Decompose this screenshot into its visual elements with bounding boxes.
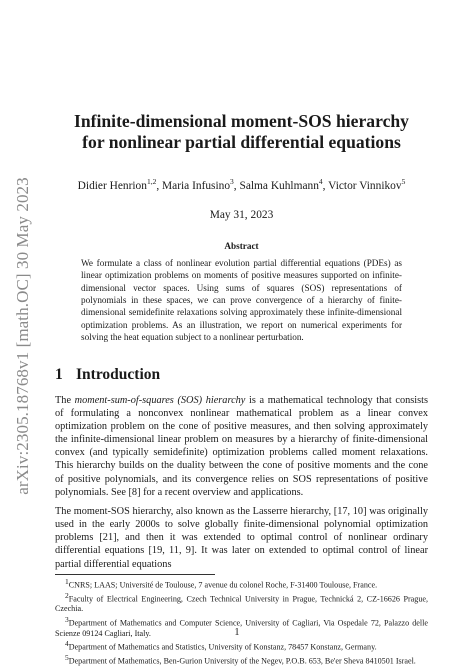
author-name: Salma Kuhlmann <box>239 179 319 192</box>
title-line-2: for nonlinear partial differential equations <box>82 132 401 152</box>
author <box>328 177 406 192</box>
abstract-heading: Abstract <box>224 240 259 251</box>
footnote <box>55 639 428 653</box>
body-paragraph <box>55 394 428 499</box>
footnote-marker: 4 <box>65 638 69 648</box>
author-separator: , <box>322 179 329 192</box>
footnote-marker: 5 <box>65 652 69 662</box>
arxiv-identifier-text: arXiv:2305.18768v1 [math.OC] 30 May 2023 <box>13 177 32 495</box>
author <box>239 177 329 192</box>
author-affiliation: 1,2 <box>146 177 157 186</box>
author-name: Didier Henrion <box>77 179 147 192</box>
author-name: Victor Vinnikov <box>328 179 402 192</box>
abstract-text: We formulate a class of nonlinear evolution partial differential equations (PDEs) as linear optimization problems on moments of positive measures supported on infinite-dimensional vector spaces. Using sums of squares (SOS) representations of polynomials in these spaces, we can prove convergence of a hierarchy of finite-dimensional semidefinite relaxations solving approximately these infinite-dimensional optimization problems. As an illustration, we report on numerical experiments for solving the heat equation subject to a nonlinear perturbation. <box>81 257 402 343</box>
paper-page <box>55 0 428 667</box>
footnote-text: Department of Mathematics, Ben-Gurion University of the Negev, P.O.B. 653, Be'er Sheva 8410501 Israel. <box>68 656 416 666</box>
section-title: Introduction <box>76 365 161 383</box>
arxiv-identifier-stamp <box>6 177 40 495</box>
footnotes <box>55 577 428 667</box>
emphasized-term: moment-sum-of-squares (SOS) hierarchy <box>74 394 246 406</box>
title-line-1: Infinite-dimensional moment-SOS hierarchy <box>74 111 409 131</box>
footnote <box>55 591 428 615</box>
author-affiliation: 4 <box>318 177 323 186</box>
author <box>77 177 163 192</box>
publication-date: May 31, 2023 <box>209 208 274 221</box>
author-separator: , <box>156 179 163 192</box>
paragraph-text: is a mathematical technology that consists of formulating a nonconvex nonlinear mathematical problem as a linear convex optimization problem on the cone of positive measures, and then solving approximately the infinite-dimensional linear problem on measures by a hierarchy of finite-dimensional convex (and typically semidefinite) optimization problems called moment relaxations. This hierarchy builds on the duality between the cone of positive moments and the cone of positive polynomials, and its convergence relies on SOS representations of positive polynomials. See [8] for a recent overview and applications. <box>55 394 429 498</box>
footnote-marker: 1 <box>65 576 69 586</box>
footnote-divider <box>55 574 215 575</box>
footnote-text: CNRS; LAAS; Université de Toulouse, 7 avenue du colonel Roche, F-31400 Toulouse, France. <box>68 580 378 590</box>
footnote-text: Department of Mathematics and Computer Science, University of Cagliari, Via Ospedale 72, Palazzo delle Scienze 09124 Cagliari, Italy. <box>55 618 428 638</box>
body-paragraph: The moment-SOS hierarchy, also known as the Lasserre hierarchy, [17, 10] was originally used in the early 2000s to solve globally finite-dimensional polynomial optimization problems [21], and then it was extended to optimal control of nonlinear ordinary differential equations [19, 11, 9]. It was later on extended to optimal control of linear partial differential equations <box>55 505 428 570</box>
footnote <box>55 577 428 591</box>
footnote-marker: 2 <box>65 590 69 600</box>
footnote-text: Faculty of Electrical Engineering, Czech Technical University in Prague, Technická 2, CZ-16626 Prague, Czechia. <box>55 594 428 614</box>
author-affiliation: 5 <box>401 177 406 186</box>
author-name: Maria Infusino <box>162 179 231 192</box>
author <box>162 177 240 192</box>
footnote <box>55 653 428 667</box>
footnote-marker: 3 <box>65 614 69 624</box>
author-separator: , <box>233 179 240 192</box>
paragraph-text: The <box>55 394 75 406</box>
page-number: 1 <box>234 627 240 638</box>
section-number: 1 <box>55 365 63 383</box>
section-heading <box>55 366 428 384</box>
author-affiliation: 3 <box>230 177 234 186</box>
author-list <box>55 177 428 192</box>
paper-title <box>55 111 428 153</box>
footnote-text: Department of Mathematics and Statistics, University of Konstanz, 78457 Konstanz, Germany. <box>68 642 377 652</box>
